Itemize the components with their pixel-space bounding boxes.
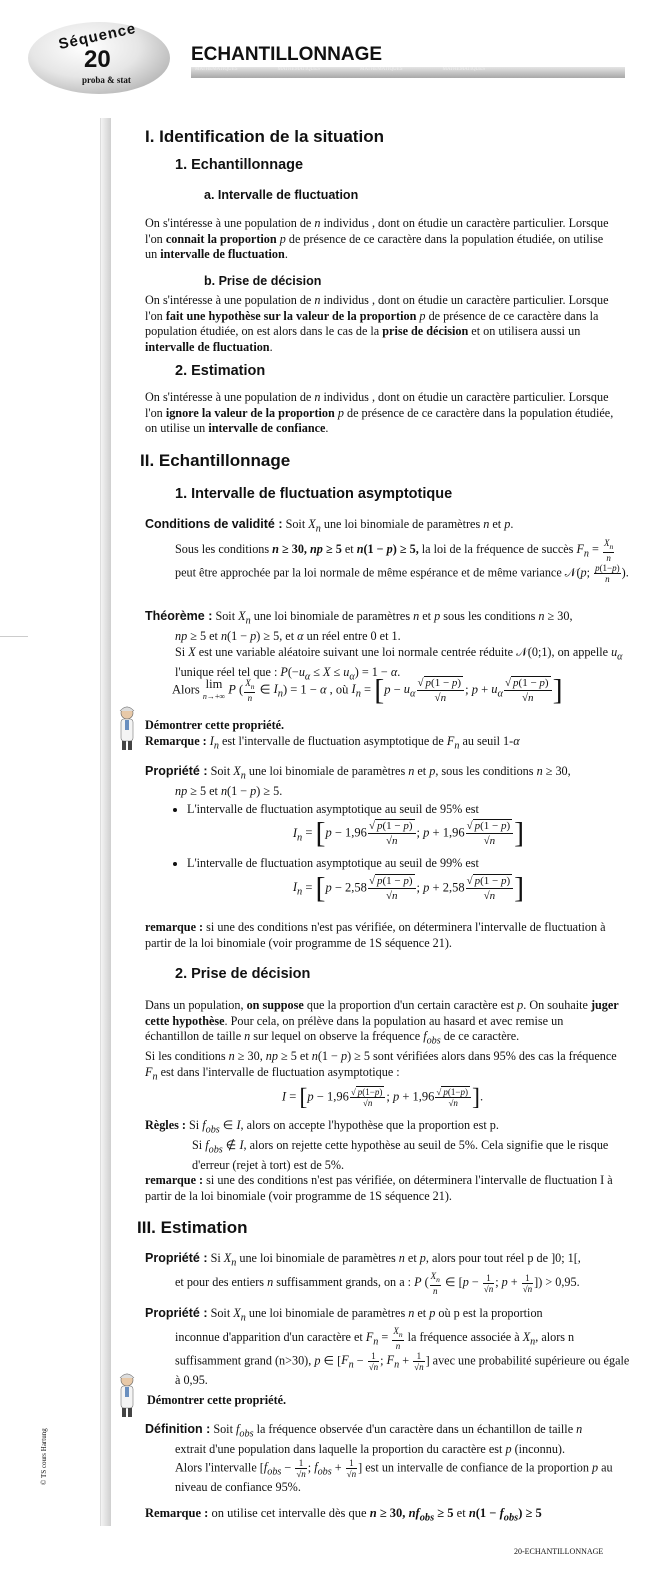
section-1-b-title: b. Prise de décision xyxy=(204,274,322,288)
badge-number: 20 xyxy=(84,46,111,73)
page-footer: 20-ECHANTILLONNAGE xyxy=(514,1547,604,1556)
remarque-binomial-2: remarque : si une des conditions n'est pas vérifiée, on déterminera l'intervalle de fluctuation I à partir de la loi binomiale (voir programme de 1S séquence 21). xyxy=(145,1173,613,1203)
theorem-formula: Alors lim n→+∞ P ( $\frac{X_n}{n}$ ∈ $I_n) = 1 - \alpha$ , où $I_n = [p - u_\alpha$ $\frac{√ p(1 - p)}{√n}$ ; $p + u_\alpha$ $\frac{√ p(1 - p)}{√n}$ ] xyxy=(172,673,563,707)
demo-text: Démontrer cette propriété. xyxy=(147,1393,287,1407)
section-2-title: II. Echantillonnage xyxy=(140,451,291,470)
remarque-label: remarque : xyxy=(145,1173,204,1187)
section-1-sub1: 1. Echantillonnage xyxy=(175,157,304,173)
theorem-block: Théorème : Soit $X_n$ une loi binomiale de paramètres n et p sous les conditions n ≥ 30, np ≥ 5 et n(1 − p) ≥ 5, et α un réel entre 0 et 1. Si X est une variable aléatoire suivant une loi normale centrée réduite 𝒩(0;1), on appelle $u_\alpha$ l'unique réel tel que : $P(-u_\alpha \le X \le u_\alpha) = 1 - \alpha$. xyxy=(145,609,623,683)
property-block: Propriété : Soit $X_n$ une loi binomiale de paramètres n et p, sous les conditions n ≥ 30, np ≥ 5 et n(1 − p) ≥ 5. • L'intervalle de fluctuation asymptotique au seuil de 95% est $I_n = [p - 1,96$ $\frac{√ p(1 - p)}{√n}$ ; p + 1,96 $\frac{√ p(1 - p)}{√n}$ ] • L'intervalle de fluctuation asymptotique au seuil de 99% est $I_n = [p - 2,58$ $\frac{√ p(1 - p)}{√n}$ ; p + 2,58 $\frac{√ p(1 - p)}{√n}$ ] xyxy=(145,764,630,903)
ribbon-text: MATHEMATIQUES xyxy=(360,67,403,72)
conditions-block: Conditions de validité : Soit $X_n$ une loi binomiale de paramètres n et p. Sous les conditions n ≥ 30, np ≥ 5 et n(1 − p) ≥ 5, la loi de la fréquence de succès $F_n$ = $\frac{X_n}{n}$ peut être approchée par la loi normale de même espérance et de même variance 𝒩(p; $\frac{p(1-p)}{n}$ ). xyxy=(145,517,629,584)
section-1-sub2: 2. Estimation xyxy=(175,363,266,379)
estimation-property-2: Propriété : Soit $X_n$ une loi binomiale de paramètres n et p où p est la proportion inconnue d'apparition d'un caractère et $F_n$ = $\frac{X_n}{n}$ la fréquence associée à $X_n$, alors n suffisamment grand (n>30), p ∈ [$F_n$ − $\frac{1}{√n}$ ; $F_n$ + $\frac{1}{√n}$ ] avec une probabilité supérieure ou égale à 0,95. xyxy=(145,1306,630,1388)
definition-label: Définition : xyxy=(145,1422,211,1436)
remarque-label: remarque : xyxy=(145,920,204,934)
page-title: ECHANTILLONNAGE xyxy=(191,44,383,65)
demo-remark-block: Démontrer cette propriété. Remarque : $I_n$ est l'intervalle de fluctuation asymptotique de $F_n$ au seuil 1-α xyxy=(145,718,520,752)
badge-sub-text: proba & stat xyxy=(82,75,131,85)
remark-label: Remarque : xyxy=(145,733,207,748)
regles-block: Règles : Si $f_{obs}$ ∈ I, alors on accepte l'hypothèse que la proportion est p. Si $f_{obs}$ ∉ I, alors on rejette cette hypothèse au seuil de 5%. Cela signifie que le risque d'erreur (rejet à tort) est de 5%. xyxy=(145,1118,609,1173)
sequence-badge xyxy=(28,19,170,94)
section-2-sub2: 2. Prise de décision xyxy=(175,966,311,982)
para-estimation: On s'intéresse à une population de n individus , dont on étudie un caractère particulier. Lorsque l'on ignore la valeur de la proportion p de présence de ce caractère dans la population étudiée, on utilise un intervalle de confiance. xyxy=(145,390,614,436)
para-fluctuation: On s'intéresse à une population de n individus , dont on étudie un caractère particulier. Lorsque l'on connait la proportion p de présence de ce caractère dans la population étudiée, on utilise un intervalle de fluctuation. xyxy=(145,216,609,262)
ribbon-text: MATHEMATIQUES xyxy=(442,67,485,72)
remarque-binomial: remarque : si une des conditions n'est pas vérifiée, on déterminera l'intervalle de fluctuation à partir de la loi binomiale (voir programme de 1S séquence 21). xyxy=(145,920,606,950)
property-label: Propriété : xyxy=(145,764,208,778)
ribbon-text: MATHEMATIQUES xyxy=(277,67,320,72)
property-label: Propriété : xyxy=(145,1251,208,1265)
section-2-sub1: 1. Intervalle de fluctuation asymptotique xyxy=(175,486,453,502)
demo-text-2 xyxy=(147,1393,286,1409)
side-credit: © TS cours Hartung xyxy=(40,1428,48,1485)
section-1-title: I. Identification de la situation xyxy=(145,127,384,146)
professor-icon xyxy=(115,705,139,751)
theorem-label: Théorème : xyxy=(145,609,213,623)
para-decision: On s'intéresse à une population de n individus , dont on étudie un caractère particulier. Lorsque l'on fait une hypothèse sur la valeur de la proportion p de présence de ce caractère dans la population étudiée, on est alors dans le cas de la prise de décision et on utilisera aussi un intervalle de fluctuation. xyxy=(145,293,609,354)
margin-bar xyxy=(100,118,111,1526)
property-label: Propriété : xyxy=(145,1306,208,1320)
demo-text: Démontrer cette propriété. xyxy=(145,718,285,732)
section-1-a-title: a. Intervalle de fluctuation xyxy=(204,188,359,202)
estimation-property-1: Propriété : Si $X_n$ une loi binomiale de paramètres n et p, alors pour tout réel p de ]0; 1[, et pour des entiers n suffisamment grands, on a : P ( $\frac{X_n}{n}$ ∈ [p − $\frac{1}{√n}$ ; p + $\frac{1}{√n}$ ]) > 0,95. xyxy=(145,1251,581,1296)
remark-label: Remarque : xyxy=(145,1506,209,1520)
regles-label: Règles : xyxy=(145,1118,186,1132)
final-remark: Remarque : on utilise cet intervalle dès que n ≥ 30, $nf_{obs} \ge 5$ et $n(1 - f_{obs}) \ge 5$ xyxy=(145,1506,542,1524)
professor-icon xyxy=(115,1372,139,1418)
ribbon-text: MATHEMATIQUES xyxy=(195,67,238,72)
para-prise-decision: Dans un population, on suppose que la proportion d'un certain caractère est p. On souhaite juger cette hypothèse. Pour cela, on prélève dans la population au hasard et avec remise un échantillon de taille n sur lequel on observe la fréquence $f_{obs}$ de ce caractère. Si les conditions n ≥ 30, np ≥ 5 et n(1 − p) ≥ 5 sont vérifiées alors dans 95% des cas la fréquence $F_n$ est dans l'intervalle de fluctuation asymptotique : I = [p − 1,96 $\frac{√ p(1-p)}{√n}$ ; p + 1,96 $\frac{√ p(1-p)}{√n}$ ]. xyxy=(145,998,619,1111)
definition-block: Définition : Soit $f_{obs}$ la fréquence observée d'un caractère dans un échantillon de taille n extrait d'une population dans laquelle la proportion du caractère est p (inconnu). Alors l'intervalle [$f_{obs}$ − $\frac{1}{√n}$ ; $f_{obs}$ + $\frac{1}{√n}$ ] est un intervalle de confiance de la proportion p au niveau de confiance 95%. xyxy=(145,1422,613,1494)
conditions-label: Conditions de validité : xyxy=(145,517,283,531)
title-ribbon xyxy=(191,67,625,78)
badge-top-text: Séquence xyxy=(57,19,138,54)
margin-line xyxy=(0,636,28,637)
section-3-title: III. Estimation xyxy=(137,1218,248,1237)
